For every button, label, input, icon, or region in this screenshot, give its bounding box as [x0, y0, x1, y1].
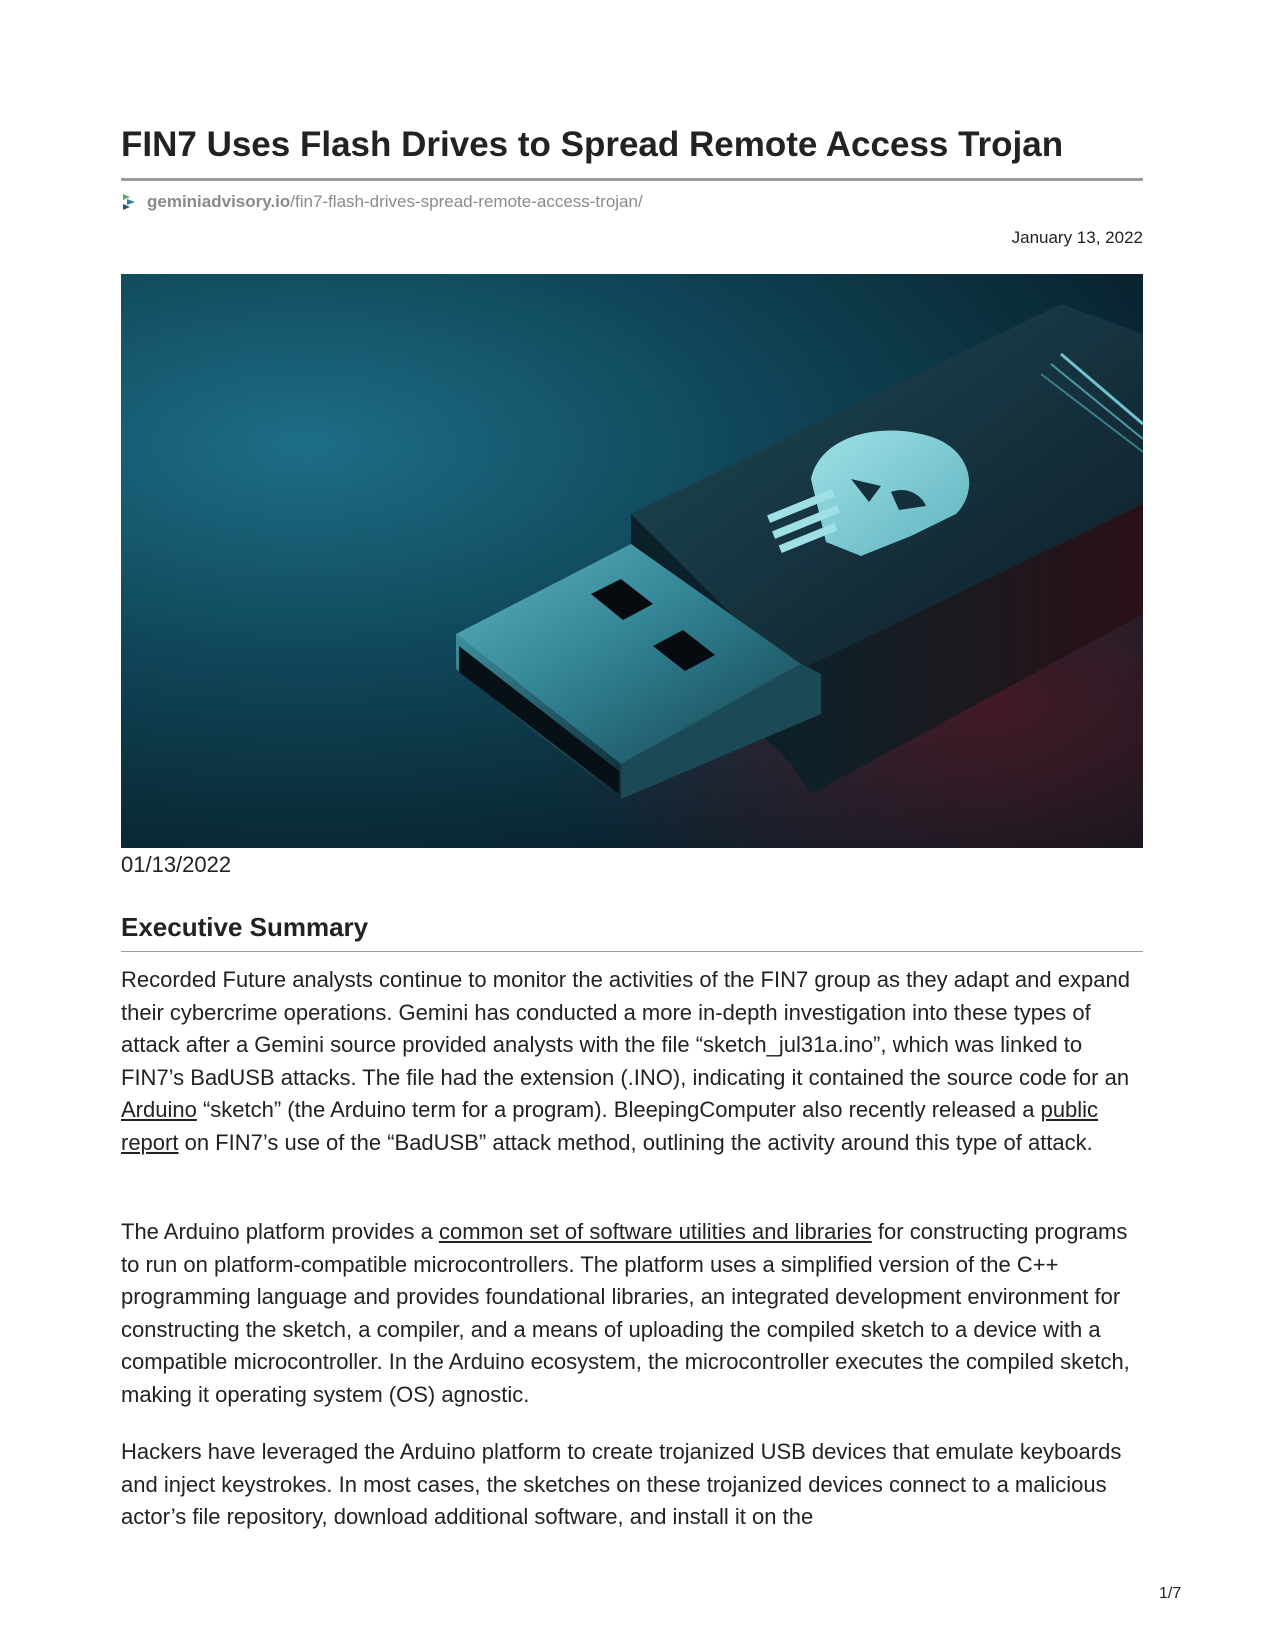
publish-date: January 13, 2022 — [1011, 228, 1143, 247]
paragraph-1 — [121, 964, 1143, 1160]
paragraph-1-text-a: Recorded Future analysts continue to monitor the activities of the FIN7 group as they adapt and expand their cybercrime operations. Gemini has conducted a more in-depth investigation into these types of attack after a Gemini source provided analysts with the file “sketch_jul31a.ino”, which was linked to FIN7’s BadUSB attacks. The file had the extension (.INO), indicating it contained the source code for an — [121, 967, 1130, 1090]
paragraph-2 — [121, 1216, 1143, 1412]
page-number: 1/7 — [1159, 1585, 1182, 1602]
gemini-logo-icon — [121, 192, 137, 212]
source-path[interactable]: /fin7-flash-drives-spread-remote-access-trojan/ — [290, 192, 643, 211]
software-utilities-link[interactable]: common set of software utilities and libraries — [438, 1219, 872, 1244]
usb-skull-image — [121, 274, 1143, 848]
title-divider — [121, 178, 1143, 181]
public-report-link[interactable]: public report — [121, 1097, 1099, 1155]
article-title: FIN7 Uses Flash Drives to Spread Remote Access Trojan — [121, 125, 1064, 164]
source-domain[interactable]: geminiadvisory.io — [147, 192, 291, 211]
usb-skull-image-drawing — [121, 274, 1143, 848]
arduino-link[interactable]: Arduino — [121, 1097, 197, 1123]
section-heading: Executive Summary — [121, 912, 369, 942]
source-link[interactable] — [121, 190, 643, 214]
paragraph-3: Hackers have leveraged the Arduino platform to create trojanized USB devices that emulate keyboards and inject keystrokes. In most cases, the sketches on these trojanized devices connect to a malicious actor’s file repository, download additional software, and install it on the — [121, 1439, 1122, 1530]
paragraph-1-text-c: on FIN7’s use of the “BadUSB” attack method, outlining the activity around this type of attack. — [178, 1129, 1093, 1155]
image-caption: 01/13/2022 — [121, 852, 232, 877]
paragraph-2-text-a: The Arduino platform provides a — [121, 1219, 439, 1244]
paragraph-1-text-b: “sketch” (the Arduino term for a program). BleepingComputer also recently released a — [196, 1097, 1041, 1123]
section-divider — [121, 951, 1143, 952]
paragraph-2-text-b: for constructing programs to run on platform-compatible microcontrollers. The platform uses a simplified version of the C++ programming language and provides foundational libraries, an integrated development environment for constructing the sketch, a compiler, and a means of uploading the compiled sketch to a device with a compatible microcontroller. In the Arduino ecosystem, the microcontroller executes the compiled sketch, making it operating system (OS) agnostic. — [121, 1219, 1130, 1407]
